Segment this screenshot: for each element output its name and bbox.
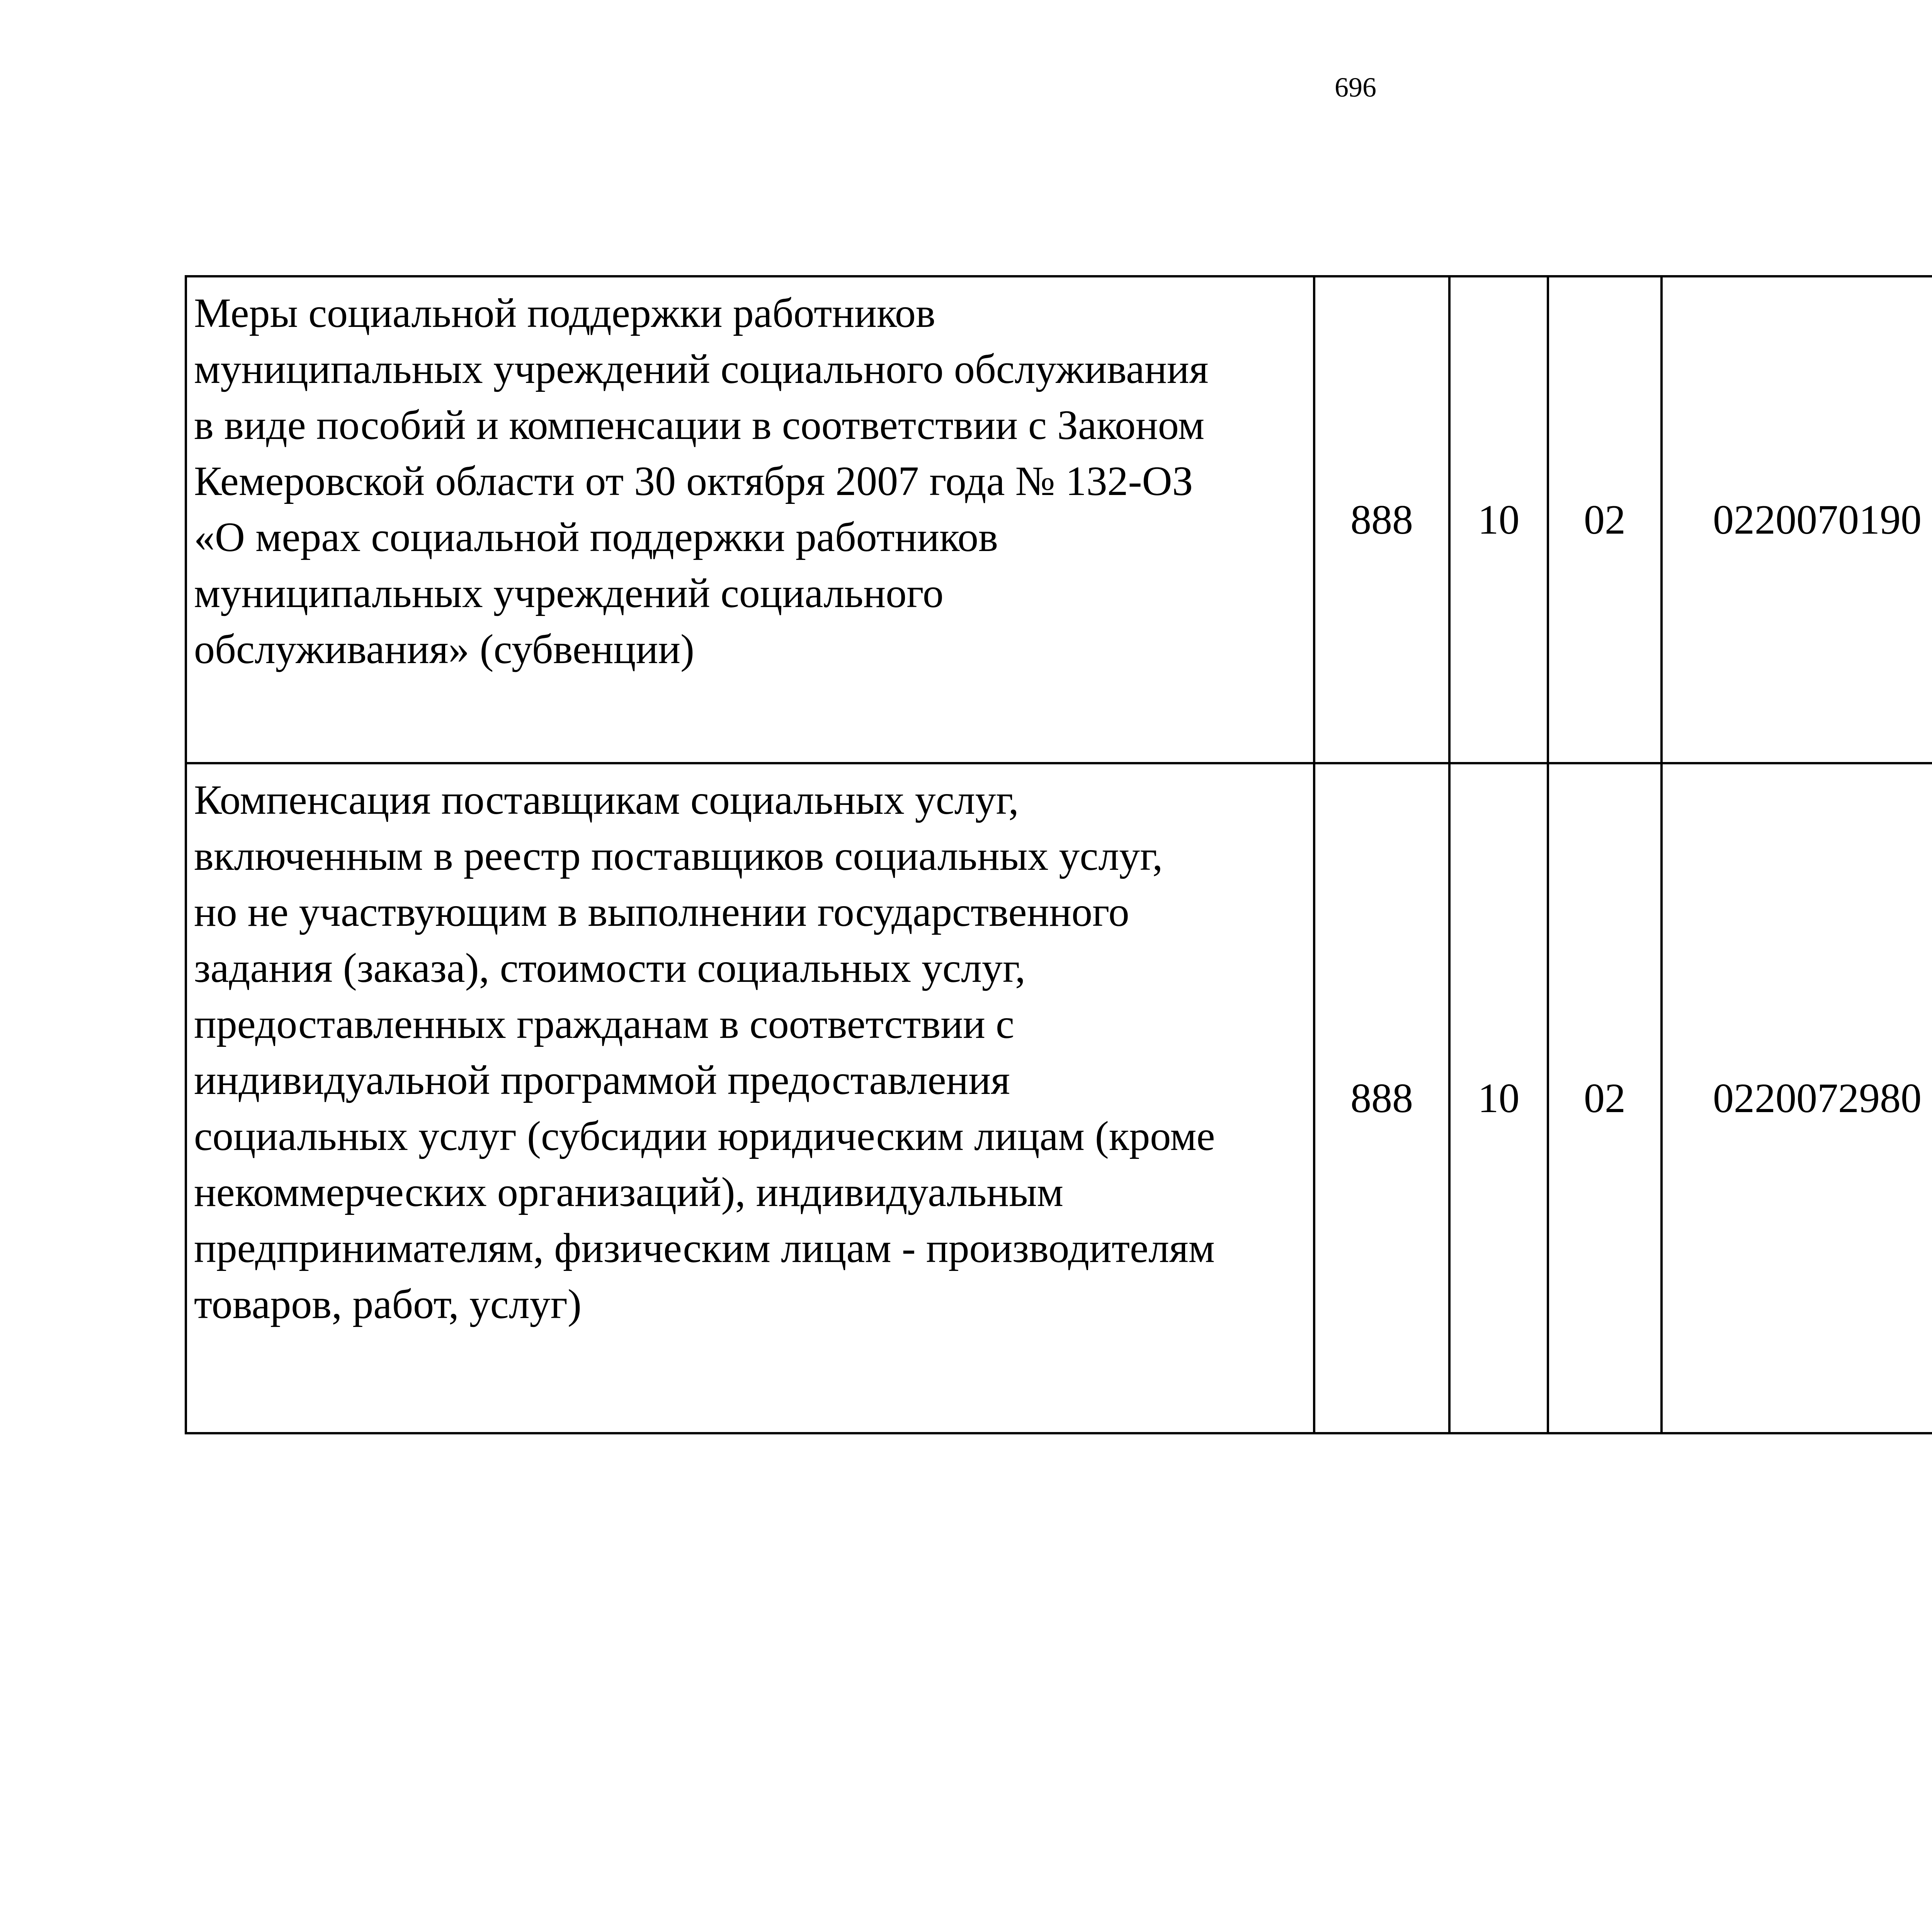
description-line: некоммерческих организаций), индивидуальным [194, 1169, 1063, 1215]
description-line: обслуживания» (субвенции) [194, 626, 694, 672]
row-description [186, 763, 1314, 1433]
grbs-code: 888 [1314, 276, 1449, 763]
description-line: «О мерах социальной поддержки работников [194, 514, 998, 560]
description-line: Кемеровской области от 30 октября 2007 года № 132-ОЗ [194, 458, 1193, 504]
description-line: задания (заказа), стоимости социальных услуг, [194, 945, 1026, 991]
description-line: товаров, работ, услуг) [194, 1281, 582, 1327]
subsection-code: 02 [1548, 763, 1662, 1433]
description-line: муниципальных учреждений социального [194, 570, 944, 616]
section-code: 10 [1449, 276, 1548, 763]
subsection-code: 02 [1548, 276, 1662, 763]
description-line: но не участвующим в выполнении государственного [194, 889, 1129, 935]
target-article-code: 0220070190 [1662, 276, 1932, 763]
budget-table [185, 275, 1932, 1434]
table-row [186, 763, 1932, 1433]
description-line: Меры социальной поддержки работников [194, 290, 935, 336]
row-description [186, 276, 1314, 763]
section-code: 10 [1449, 763, 1548, 1433]
description-line: индивидуальной программой предоставления [194, 1057, 1010, 1103]
target-article-code: 0220072980 [1662, 763, 1932, 1433]
grbs-code: 888 [1314, 763, 1449, 1433]
description-line: в виде пособий и компенсации в соответствии с Законом [194, 402, 1205, 448]
description-line: социальных услуг (субсидии юридическим лицам (кроме [194, 1113, 1215, 1159]
description-line: Компенсация поставщикам социальных услуг, [194, 777, 1019, 823]
description-line: предоставленных гражданам в соответствии с [194, 1001, 1014, 1047]
description-line: включенным в реестр поставщиков социальных услуг, [194, 833, 1163, 879]
table-row [186, 276, 1932, 763]
page-number: 696 [1335, 72, 1376, 103]
description-line: предпринимателям, физическим лицам - производителям [194, 1225, 1215, 1271]
description-line: муниципальных учреждений социального обслуживания [194, 346, 1209, 392]
